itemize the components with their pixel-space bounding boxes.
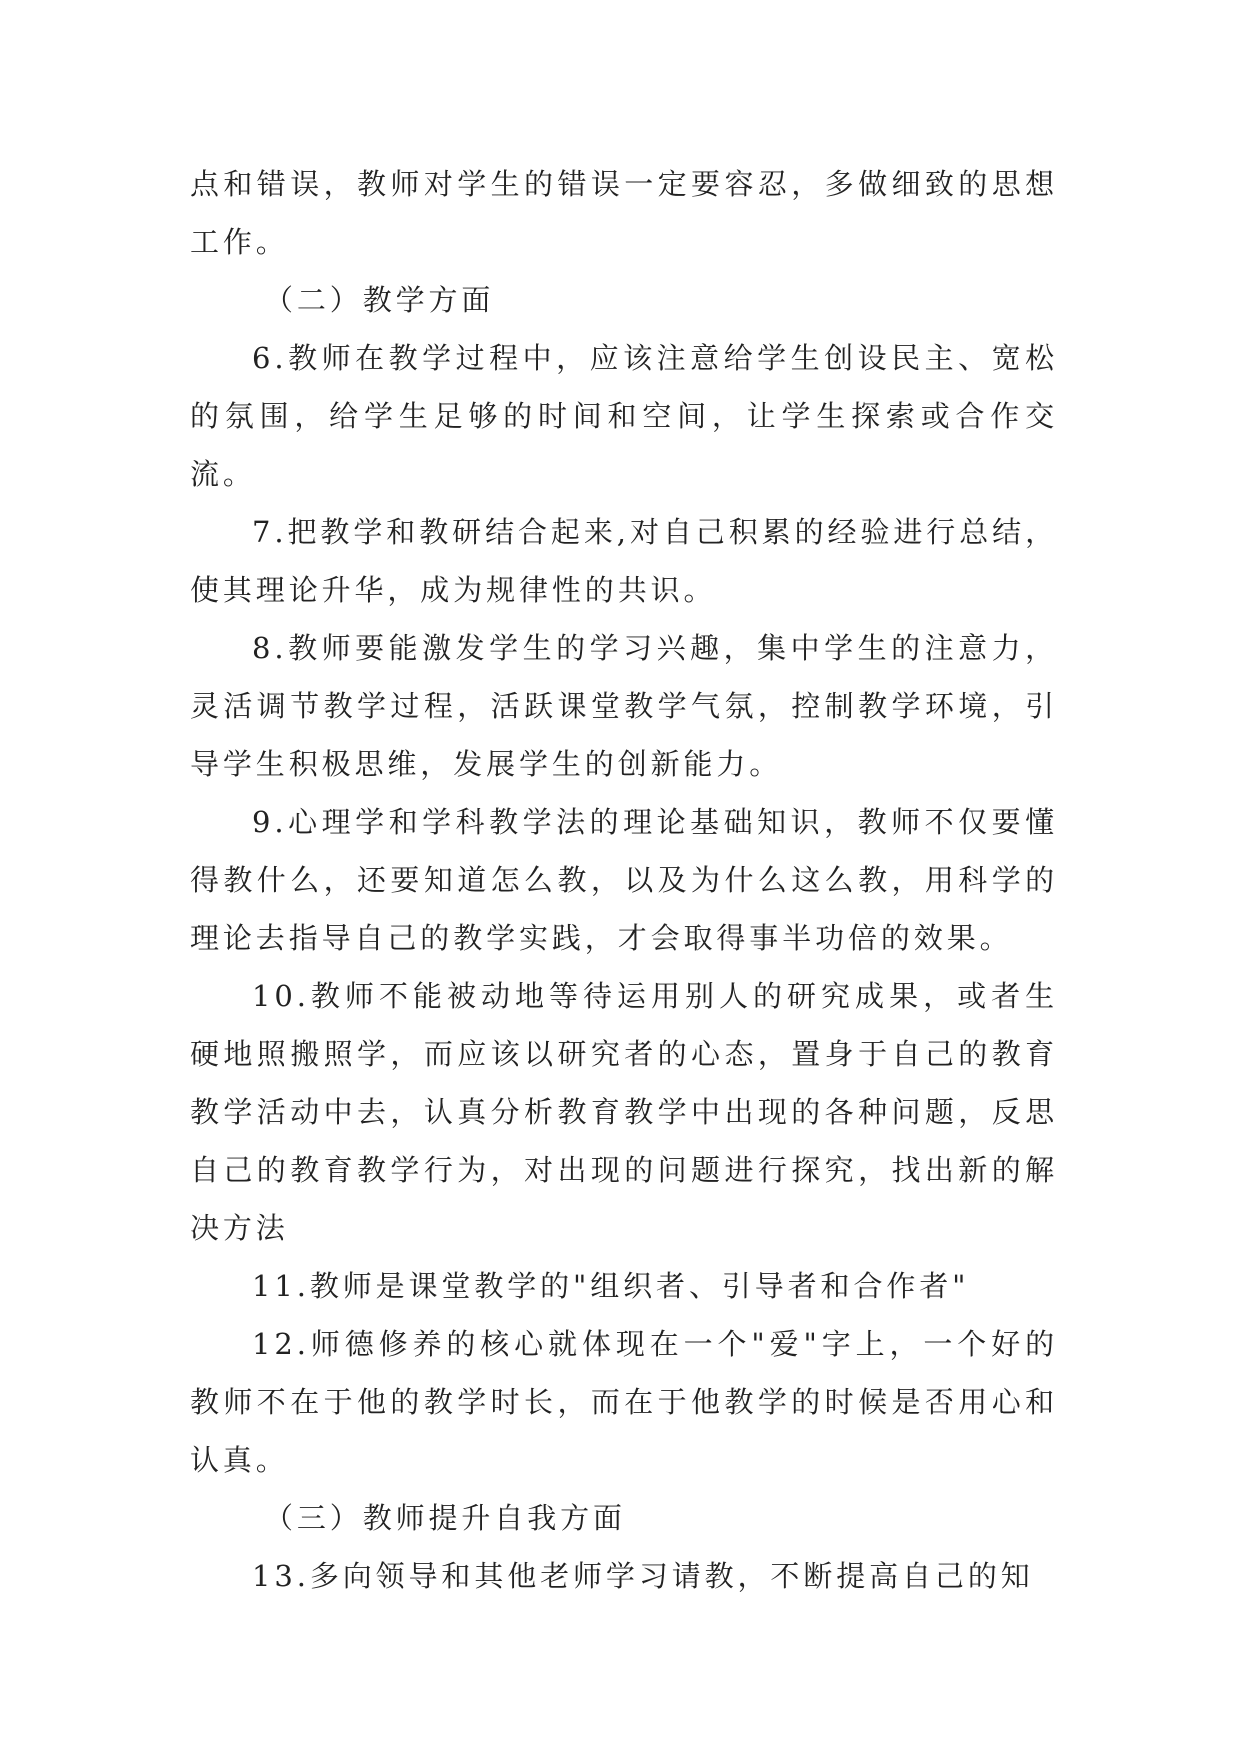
paragraph-item-9: 9.心理学和学科教学法的理论基础知识，教师不仅要懂得教什么，还要知道怎么教，以及为什么这么教，用科学的理论去指导自己的教学实践，才会取得事半功倍的效果。 [190,805,1058,955]
document-body [190,155,1058,1605]
paragraph-item-10: 10.教师不能被动地等待运用别人的研究成果，或者生硬地照搬照学，而应该以研究者的心态，置身于自己的教育教学活动中去，认真分析教育教学中出现的各种问题，反思自己的教育教学行为，对出现的问题进行探究，找出新的解决方法 [190,979,1058,1245]
paragraph-continuation: 点和错误，教师对学生的错误一定要容忍，多做细致的思想工作。 [190,167,1058,259]
section-heading-teaching: （二）教学方面 [264,283,495,317]
paragraph-item-13: 13.多向领导和其他老师学习请教，不断提高自己的知 [252,1559,1034,1593]
paragraph-item-11: 11.教师是课堂教学的"组织者、引导者和合作者" [252,1269,970,1303]
paragraph-item-8: 8.教师要能激发学生的学习兴趣，集中学生的注意力，灵活调节教学过程，活跃课堂教学气氛，控制教学环境，引导学生积极思维，发展学生的创新能力。 [190,631,1058,781]
section-heading-self-improvement: （三）教师提升自我方面 [264,1501,626,1535]
paragraph-item-12: 12.师德修养的核心就体现在一个"爱"字上，一个好的教师不在于他的教学时长，而在于他教学的时候是否用心和认真。 [190,1327,1058,1477]
paragraph-item-6: 6.教师在教学过程中，应该注意给学生创设民主、宽松的氛围，给学生足够的时间和空间，让学生探索或合作交流。 [190,341,1058,491]
paragraph-item-7: 7.把教学和教研结合起来,对自己积累的经验进行总结，使其理论升华，成为规律性的共识。 [190,515,1058,607]
